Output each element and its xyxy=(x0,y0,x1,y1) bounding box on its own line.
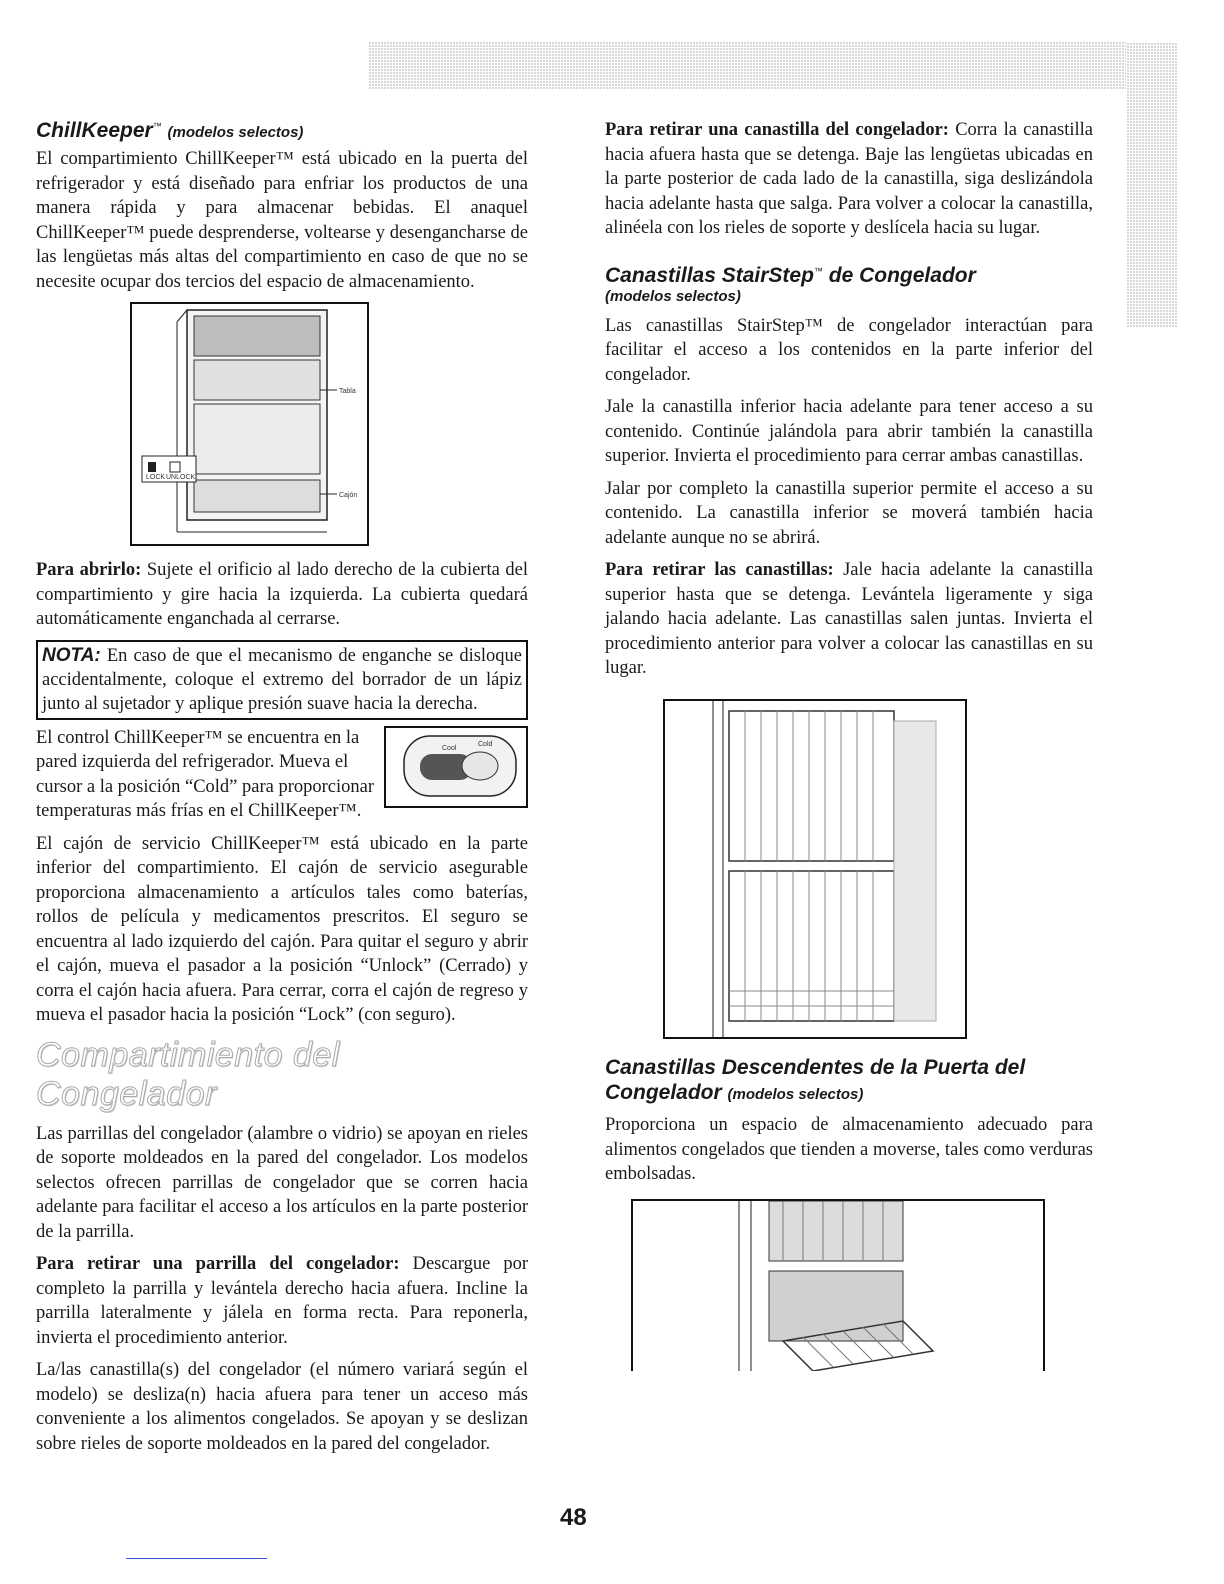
shelf-label: Tabla xyxy=(339,388,356,396)
remove-baskets-paragraph xyxy=(605,558,1093,681)
stairstep-models-note: (modelos selectos) xyxy=(605,287,741,305)
control-block xyxy=(36,726,528,824)
control-illustration xyxy=(386,728,526,806)
remove-shelf-paragraph xyxy=(36,1252,528,1350)
remove-basket-paragraph xyxy=(605,118,1093,241)
chillkeeper-illustration xyxy=(132,304,367,544)
chillkeeper-figure xyxy=(130,302,369,546)
chillkeeper-title: ChillKeeper xyxy=(36,119,153,142)
control-figure xyxy=(384,726,528,808)
door-baskets-models-note: (modelos selectos) xyxy=(727,1085,864,1103)
door-baskets-paragraph: Proporciona un espacio de almacenamiento adecuado para alimentos congelados que tienden a moverse, tales como verduras embolsadas. xyxy=(605,1115,1093,1185)
footer-line xyxy=(126,1558,267,1559)
control-paragraph: El control ChillKeeper™ se encuentra en la pared izquierda del refrigerador. Mueva el cursor a la posición “Cold” para proporcionar temperaturas más frías en el ChillKeeper™. xyxy=(36,727,375,822)
chillkeeper-intro: El compartimiento ChillKeeper™ está ubicado en la puerta del refrigerador y está diseñado para enfriar los productos de una manera rápida y para almacenar bebidas. El anaquel ChillKeeper™ puede desprenderse, voltearse y desengancharse de las lengüetas más altas del compartimiento en caso de que no se necesite ocupar dos tercios del espacio de almacenamiento. xyxy=(36,149,528,292)
chillkeeper-heading xyxy=(36,118,528,143)
door-baskets-heading xyxy=(605,1055,1093,1105)
remove-basket-lead: Para retirar una canastilla del congelador: xyxy=(605,120,949,140)
stairstep-title-end: de Congelador xyxy=(822,263,976,287)
door-baskets-illustration xyxy=(633,1201,1043,1371)
remove-baskets-text: Jale hacia adelante la canastilla superior hasta que se detenga. Levántela ligeramente y siga jalando hacia adelante. Las canastillas salen juntas. Invierta el procedimiento anterior para volver a colocar las canastillas en su lugar. xyxy=(605,560,1094,679)
cold-label: Cold xyxy=(478,740,493,748)
page-number: 48 xyxy=(560,1504,587,1531)
stairstep-p1: Las canastillas StairStep™ de congelador interactúan para facilitar el acceso a los contenidos en la parte inferior del congelador. xyxy=(605,315,1093,385)
trademark: ™ xyxy=(152,121,162,131)
remove-basket-text: Corra la canastilla hacia afuera hasta que se detenga. Baje las lengüetas ubicadas en la parte posterior de cada lado de la canastilla, siga deslizándola hacia adelante hasta que salga. Para volver a colocar la canastilla, alinéela con los rieles de soporte y deslícela hacia su lugar. xyxy=(605,120,1094,238)
stairstep-heading xyxy=(605,263,1093,288)
right-column xyxy=(605,118,1093,1371)
remove-baskets-lead: Para retirar las canastillas: xyxy=(605,560,834,581)
stairstep-figure xyxy=(663,699,967,1039)
door-baskets-title: Canastillas Descendentes de la Puerta del xyxy=(605,1055,1026,1079)
remove-shelf-lead: Para retirar una parrilla del congelador: xyxy=(36,1254,400,1275)
freezer-shelves-paragraph: Las parrillas del congelador (alambre o vidrio) se apoyan en rieles de soporte moldeados en la pared del congelador. Los modelos selectos ofrecen parrillas de congelador que se corren hacia adelante para facilitar el acceso a los artículos en la parte posterior de la parrilla. xyxy=(36,1123,528,1242)
freezer-baskets-paragraph: La/las canastilla(s) del congelador (el número variará según el modelo) se desliza(n) hacia afuera para tener un acceso más conveniente a los alimentos congelados. Se apoyan y se deslizan sobre rieles de soporte moldeados en la pared del congelador. xyxy=(36,1360,528,1454)
open-paragraph xyxy=(36,558,528,632)
note-label: NOTA: xyxy=(42,644,101,666)
models-note: (modelos selectos) xyxy=(167,124,304,141)
open-lead: Para abrirlo: xyxy=(36,560,142,581)
left-column xyxy=(36,118,528,1464)
header-band xyxy=(368,42,1178,90)
drawer-label: Cajón xyxy=(339,492,358,500)
stairstep-title: Canastillas StairStep xyxy=(605,263,814,287)
note-text: En caso de que el mecanismo de enganche se disloque accidentalmente, coloque el extremo del borrador de un lápiz junto al sujetador y aplique presión suave hacia la derecha. xyxy=(42,645,523,714)
door-baskets-title-end: Congelador xyxy=(605,1080,722,1104)
lock-label: LOCK xyxy=(146,474,166,482)
unlock-label: UNLOCK xyxy=(166,474,196,482)
drawer-paragraph: El cajón de servicio ChillKeeper™ está ubicado en la parte inferior del compartimiento. El cajón de servicio asegurable proporciona almacenamiento a artículos tales como baterías, rollos de película y medicamentos prescritos. El seguro se encuentra al lado izquierdo del cajón. Para quitar el seguro y abrir el cajón, mueva el pasador a la posición “Unlock” (Cerrado) y corra el cajón hacia afuera. Para cerrar, corra el cajón de regreso y mueva el pasador hacia la posición “Lock” (con seguro). xyxy=(36,833,528,1026)
stairstep-p2: Jale la canastilla inferior hacia adelante para tener acceso a su contenido. Continúe jalándola para abrir también la canastilla superior. Invierta el procedimiento para cerrar ambas canastillas. xyxy=(605,397,1093,467)
trademark: ™ xyxy=(813,265,823,276)
door-baskets-figure xyxy=(631,1199,1045,1371)
freezer-section-title: Compartimiento del Congelador xyxy=(36,1035,340,1113)
stairstep-p3: Jalar por completo la canastilla superior permite el acceso a su contenido. La canastilla inferior se moverá también hacia adelante aunque no se abrirá. xyxy=(605,478,1093,548)
cool-label: Cool xyxy=(442,744,457,752)
open-text: Sujete el orificio al lado derecho de la cubierta del compartimiento y gire hacia la izquierda. La cubierta quedará automáticamente enganchada al cerrarse. xyxy=(36,560,529,630)
baskets-illustration xyxy=(665,701,965,1037)
remove-shelf-text: Descargue por completo la parrilla y levántela derecho hacia afuera. Incline la parrilla lateralmente y jálela en forma recta. Para reponerla, invierta el procedimiento anterior. xyxy=(36,1254,529,1348)
side-tab xyxy=(1126,42,1178,328)
note-box xyxy=(36,640,528,720)
